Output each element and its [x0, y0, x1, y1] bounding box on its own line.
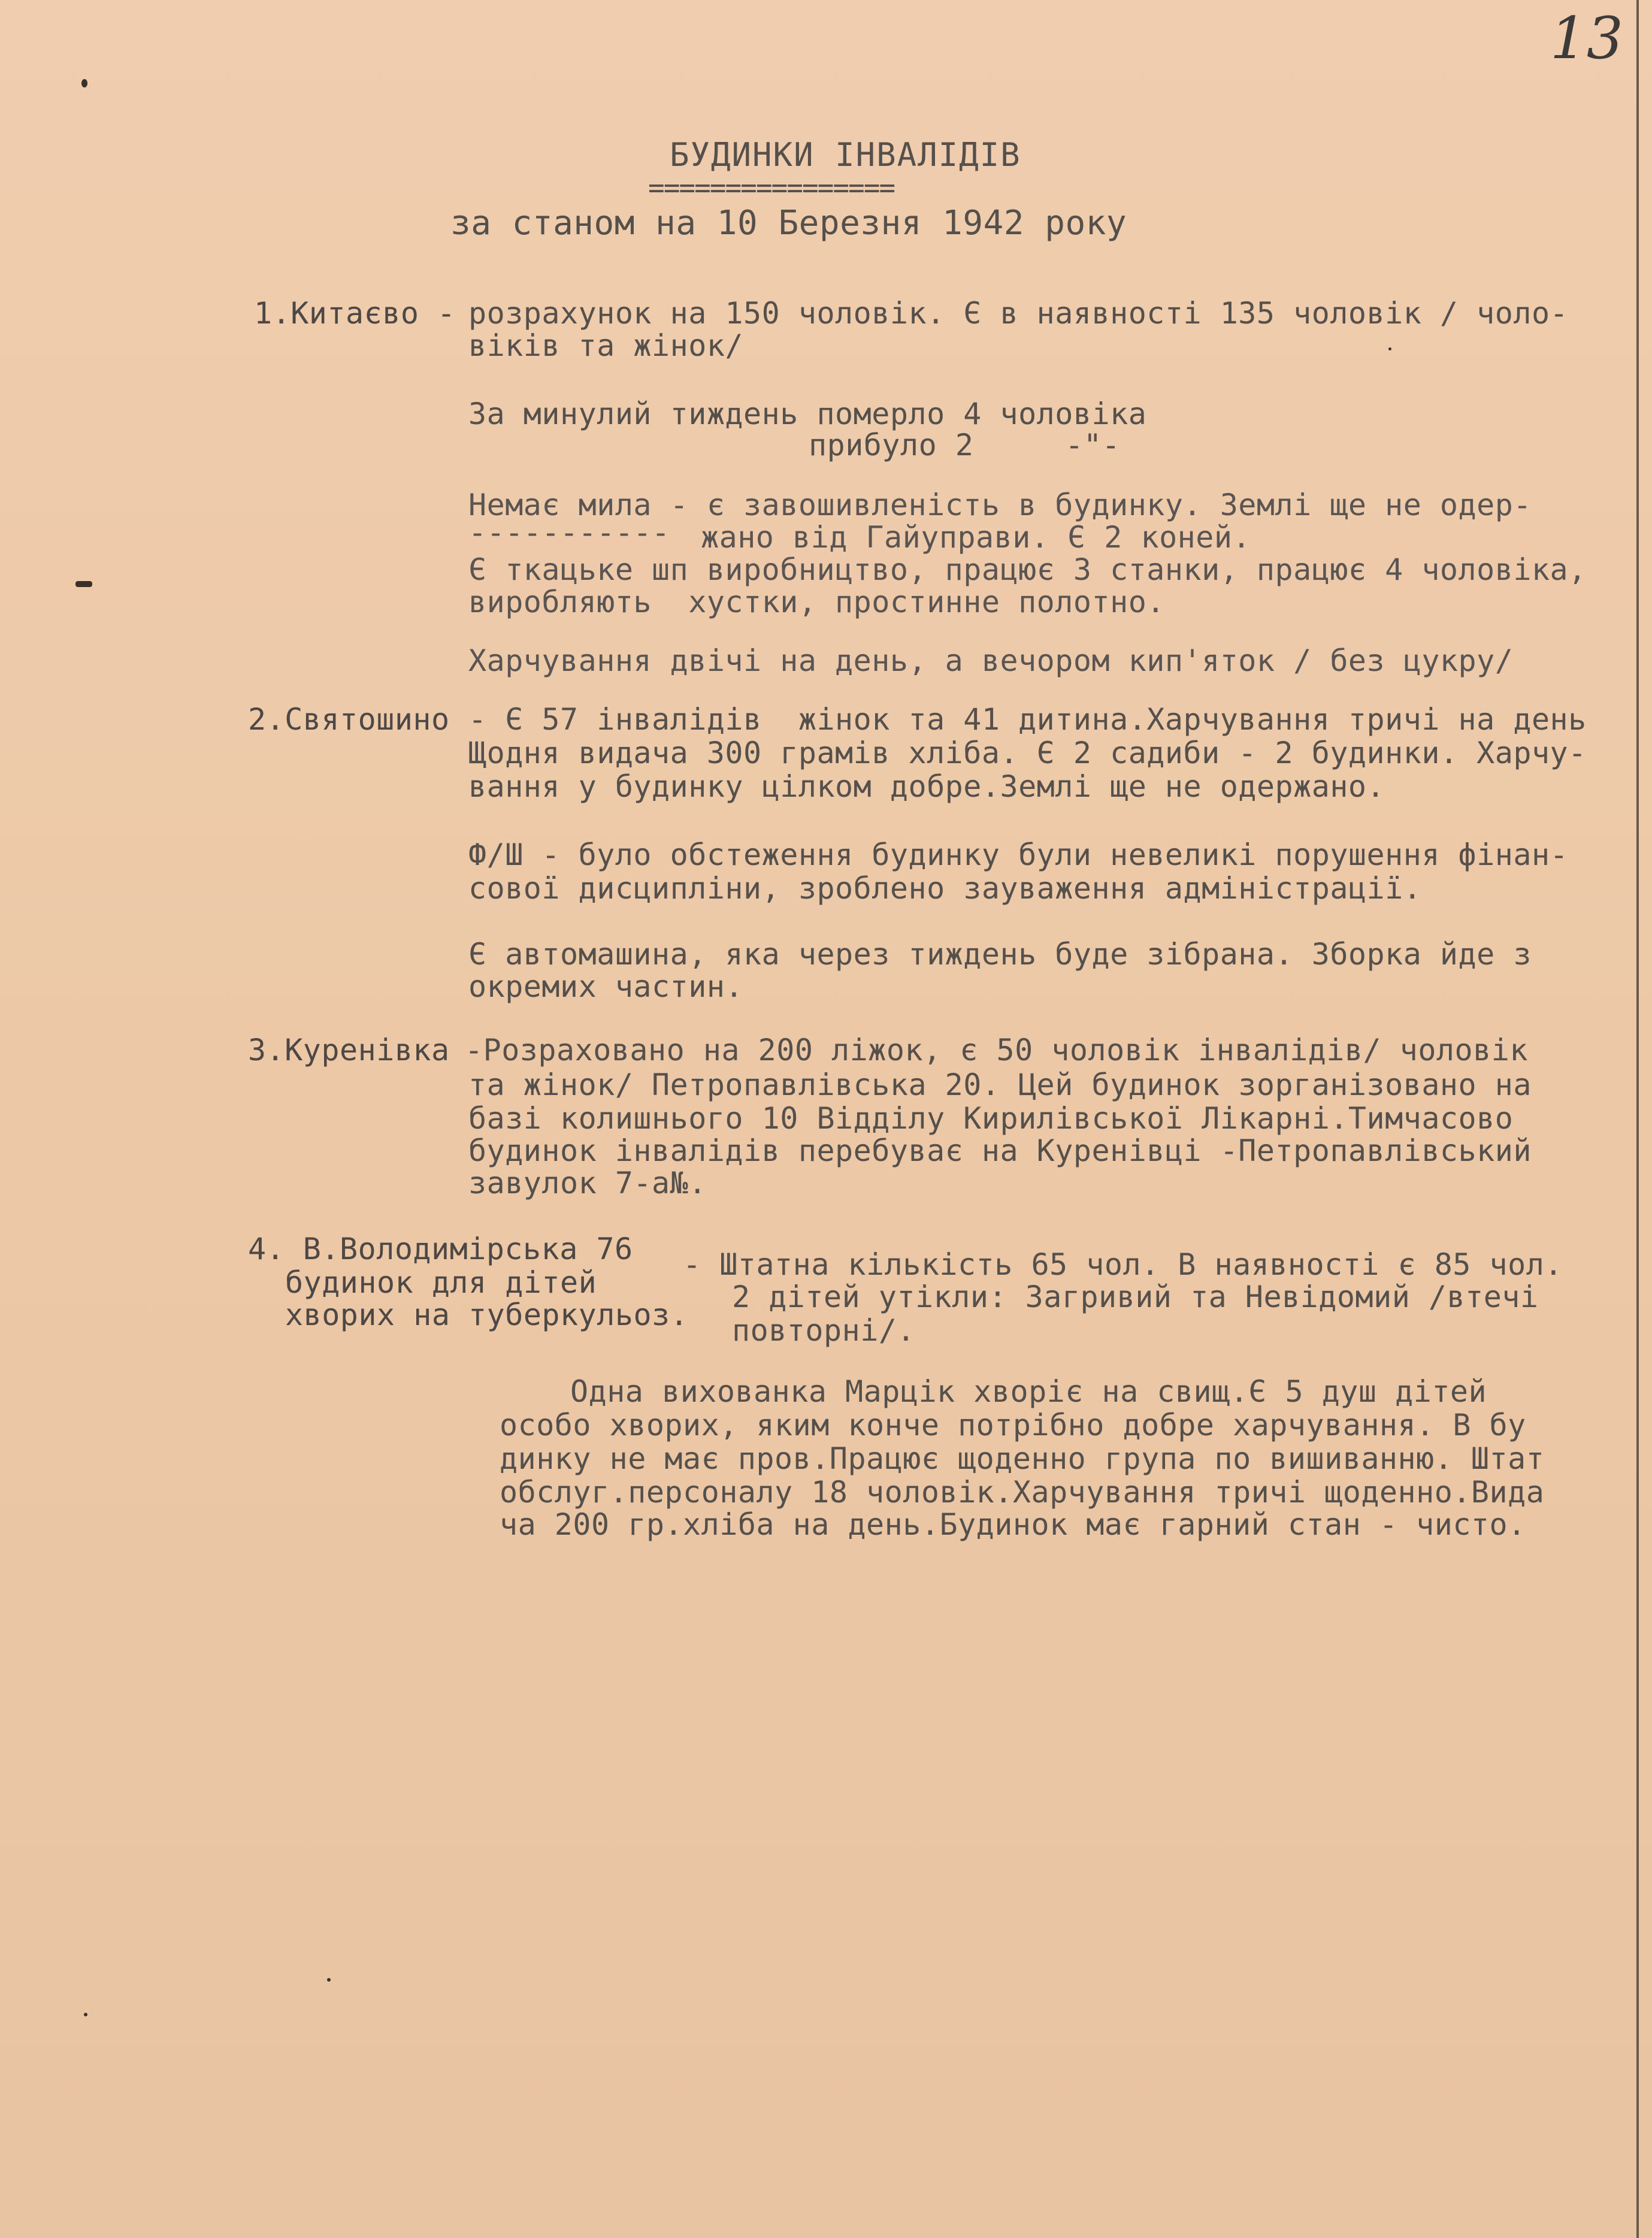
section-2-line-2: Щодня видача 300 грамів хліба. Є 2 садиби - 2 будинки. Харчу- [468, 736, 1587, 770]
paper-speck [81, 79, 87, 87]
section-1-para-2-line-2: виробляють хустки, простинне полотно. [468, 585, 1165, 619]
section-1-para-1-underline: ----------- [468, 515, 670, 550]
section-4-para-line-3: динку не має пров.Працює щоденно група по вишиванню. Штат [500, 1441, 1545, 1476]
section-2-para-2-line-1: Є автомашина, яка через тиждень буде зібрана. Зборка йде з [468, 937, 1532, 972]
section-1-para-1-line-1: Немає мила - є завошивленість в будинку. Землі ще не одер- [468, 488, 1532, 522]
section-4-label-line-1: 4. В.Володимірська 76 [248, 1232, 633, 1266]
page-edge-line [1636, 0, 1639, 2238]
section-4-label-line-3: хворих на туберкульоз. [285, 1298, 689, 1332]
section-1-food: Харчування двічі на день, а вечором кип'яток / без цукру/ [468, 643, 1514, 678]
section-4-line-1: - Штатна кількість 65 чол. В наявності є 85 чол. [683, 1247, 1563, 1282]
section-3-line-5: завулок 7-а№. [468, 1166, 707, 1200]
section-3-label: 3.Куренівка [248, 1033, 450, 1067]
section-1-para-1-line-2: жано від Гайуправи. Є 2 коней. [701, 520, 1251, 555]
paper-speck [84, 2013, 87, 2016]
section-1-line-2: віків та жінок/ [468, 328, 744, 363]
page-number: 13 [1550, 5, 1623, 72]
section-4-para-line-2: особо хворих, яким конче потрібно добре харчування. В бу [500, 1408, 1526, 1442]
section-2-line-1: - Є 57 інвалідів жінок та 41 дитина.Харчування тричі на день [468, 702, 1587, 737]
section-2-para-1-line-1: Ф/Ш - було обстеження будинку були невеликі порушення фінан- [468, 837, 1569, 872]
section-4-line-2: 2 дітей утікли: Загривий та Невідомий /втечі [732, 1280, 1539, 1314]
section-2-para-2-line-2: окремих частин. [468, 969, 744, 1004]
paper-speck [327, 1978, 331, 1982]
section-1-arrived: прибуло 2 -"- [809, 428, 1121, 462]
document-subtitle: за станом на 10 Березня 1942 року [450, 204, 1127, 243]
section-3-line-2: та жінок/ Петропавлівська 20. Цей будинок зорганізовано на [468, 1067, 1532, 1102]
section-2-para-1-line-2: сової дисципліни, зроблено зауваження адміністрації. [468, 871, 1422, 906]
section-3-line-1: -Розраховано на 200 ліжок, є 50 чоловік інвалідів/ чоловік [465, 1033, 1528, 1067]
section-1-died: За минулий тиждень померло 4 чоловіка [468, 397, 1147, 431]
section-4-para-line-1: Одна вихованка Марцік хворіє на свищ.Є 5 душ дітей [570, 1374, 1487, 1409]
section-3-line-3: базі колишнього 10 Відділу Кирилівської Лікарні.Тимчасово [468, 1101, 1514, 1136]
section-4-para-line-5: ча 200 гр.хліба на день.Будинок має гарний стан - чисто. [500, 1507, 1526, 1542]
section-4-line-3: повторні/. [732, 1313, 916, 1348]
section-4-label-line-2: будинок для дітей [285, 1265, 597, 1300]
title-underline: ================ [648, 171, 895, 204]
section-1-line-1: розрахунок на 150 чоловік. Є в наявності 135 чоловік / чоло- [468, 296, 1569, 331]
section-2-line-3: вання у будинку цілком добре.Землі ще не одержано. [468, 769, 1385, 804]
section-1-label: 1.Китаєво - [254, 296, 456, 331]
section-4-para-line-4: обслуг.персоналу 18 чоловік.Харчування тричі щоденно.Вида [500, 1475, 1545, 1510]
document-title: БУДИНКИ ІНВАЛІДІВ [670, 136, 1021, 174]
section-1-para-2-line-1: Є ткацьке шп виробництво, працює 3 станки, працює 4 чоловіка, [468, 552, 1587, 587]
paper-speck [1388, 347, 1391, 350]
section-2-label: 2.Святошино [248, 702, 450, 737]
paper-mark [75, 581, 92, 587]
section-3-line-4: будинок інвалідів перебуває на Куренівці -Петропавлівський [468, 1133, 1532, 1168]
